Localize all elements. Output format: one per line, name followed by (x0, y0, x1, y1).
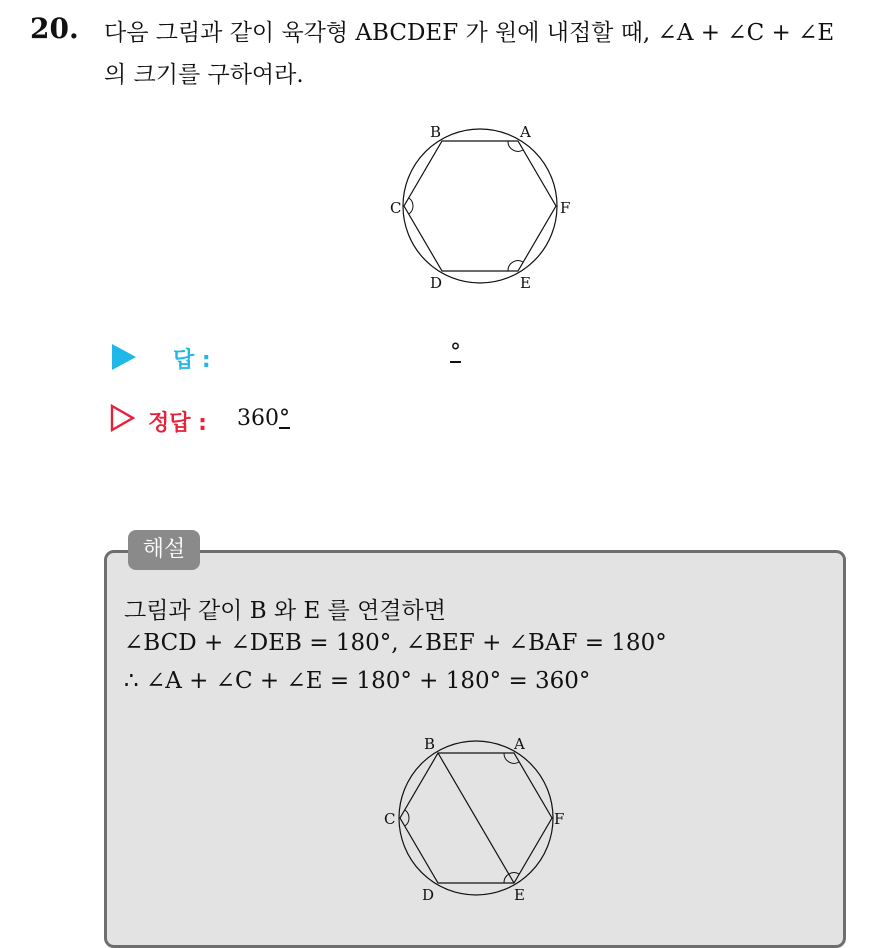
vertex-label-d: D (422, 886, 435, 904)
explanation-line1: 그림과 같이 B 와 E 를 연결하면 (124, 598, 446, 624)
question-number: 20. (30, 12, 79, 45)
angle-mark-c (405, 810, 409, 826)
correct-label: 정답 : (148, 411, 207, 436)
explanation-line3: ∴ ∠A + ∠C + ∠E = 180° + 180° = 360° (124, 668, 591, 694)
question-text-line1: 다음 그림과 같이 육각형 ABCDEF 가 원에 내접할 때, ∠A + ∠C + ∠E (104, 20, 835, 46)
correct-marker-icon (110, 404, 136, 432)
circumscribed-circle (403, 129, 557, 283)
correct-unit: ° (279, 406, 290, 431)
answer-unit: ° (450, 340, 461, 365)
correct-answer (237, 406, 290, 431)
vertex-label-d: D (430, 274, 443, 292)
vertex-label-b: B (430, 123, 442, 141)
question-text-line2: 의 크기를 구하여라. (104, 62, 304, 88)
diagonal-be (438, 753, 514, 883)
correct-value: 360 (237, 406, 279, 431)
vertex-label-f: F (554, 810, 565, 828)
vertex-label-b: B (424, 735, 436, 753)
explanation-tab: 해설 (128, 530, 200, 570)
vertex-label-a: A (520, 123, 531, 141)
vertex-label-a: A (514, 735, 525, 753)
vertex-label-e: E (514, 886, 525, 904)
answer-label: 답 : (173, 348, 211, 373)
hexagon (404, 141, 556, 271)
hexagon-figure-with-diagonal (372, 730, 572, 910)
explanation-line2: ∠BCD + ∠DEB = 180°, ∠BEF + ∠BAF = 180° (124, 630, 667, 656)
hexagon-figure (382, 118, 582, 298)
answer-marker-icon (112, 344, 136, 370)
vertex-label-c: C (384, 810, 396, 828)
vertex-label-c: C (390, 199, 402, 217)
angle-mark-c (409, 198, 413, 214)
vertex-label-f: F (560, 199, 571, 217)
vertex-label-e: E (520, 274, 531, 292)
